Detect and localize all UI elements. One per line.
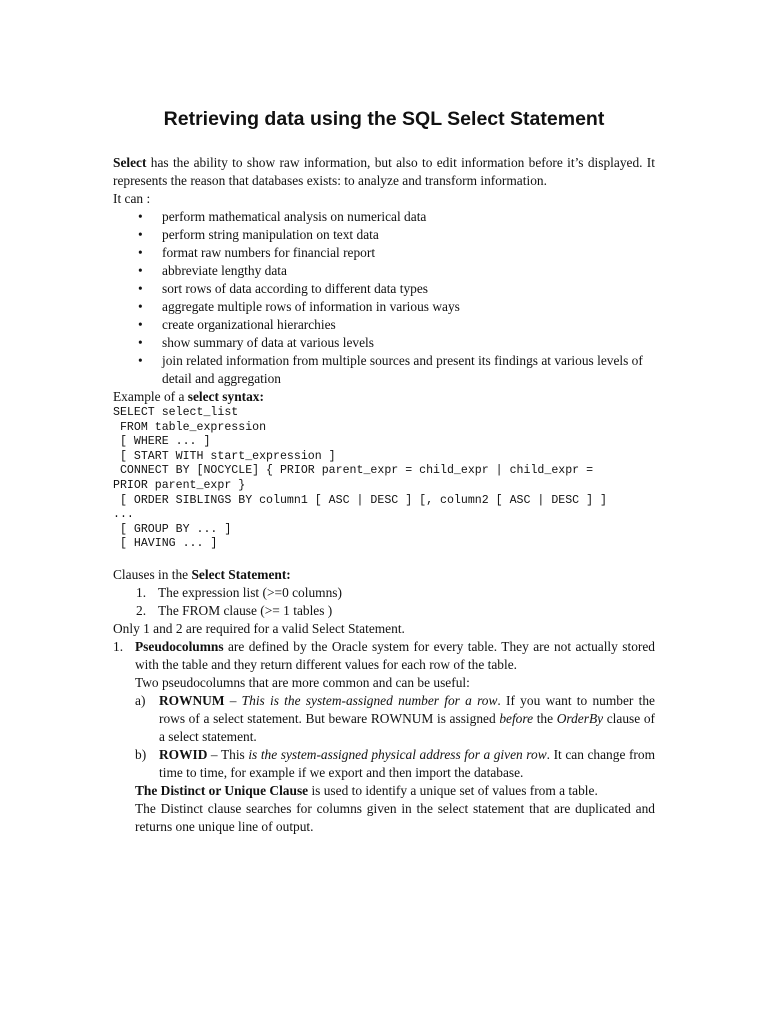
distinct-paragraph (135, 782, 655, 800)
distinct-text: is used to identify a unique set of values from a table. (308, 782, 598, 798)
rownum-dash: – (224, 692, 242, 708)
pseudocolumns-section (113, 638, 655, 836)
list-item: • join related information from multiple sources and present its findings at various levels of detail and aggregation (161, 352, 655, 388)
rownum-before: before (499, 710, 534, 726)
list-item: • sort rows of data according to different data types (161, 280, 655, 298)
intro-text: has the ability to show raw information, but also to edit information before it’s displayed. It represents the reason that databases exists: to analyze and transform information. (113, 155, 655, 188)
clauses-heading (113, 566, 655, 584)
list-letter: a) (135, 692, 146, 708)
syntax-code-block: SELECT select_list FROM table_expression [ WHERE ... ] [ START WITH start_expression ] CONNECT BY [NOCYCLE] { PRIOR parent_expr = child_expr | child_expr = PRIOR parent_expr } [ ORDER SIBLINGS BY column1 [ ASC | DESC ] [, column2 [ ASC | DESC ] ] ... [ GROUP BY ... ] [ HAVING ... ] (113, 406, 607, 551)
list-item: • abbreviate lengthy data (161, 262, 655, 280)
capabilities-list (113, 208, 655, 388)
list-letter: b) (135, 746, 147, 762)
rownum-bold: ROWNUM (159, 692, 225, 708)
list-item: • perform string manipulation on text data (161, 226, 655, 244)
rowid-italic: is the system-assigned physical address for a given row (248, 746, 547, 762)
list-item: • create organizational hierarchies (161, 316, 655, 334)
rownum-text: . If you want to number the rows of a select statement. But beware ROWNUM is assigned (159, 692, 655, 726)
rownum-item (135, 692, 655, 746)
rowid-text: . It can change from time to time, for example if we export and then import the database. (159, 746, 655, 780)
distinct-more-paragraph: The Distinct clause searches for columns given in the select statement that are duplicated and returns one unique line of output. (135, 800, 655, 834)
clauses-bold: Select Statement: (191, 566, 291, 582)
required-note: Only 1 and 2 are required for a valid Select Statement. (113, 620, 405, 636)
rownum-tail: clause of a select statement. (159, 710, 655, 744)
rownum-italic: This is the system-assigned number for a row (241, 692, 498, 708)
it-can-label: It can : (113, 191, 151, 206)
rownum-the: the (533, 710, 557, 726)
list-text: The FROM clause (>= 1 tables ) (158, 602, 333, 618)
rownum-paragraph (159, 692, 655, 746)
rowid-item (135, 746, 655, 782)
two-pseudocolumns-text: Two pseudocolumns that are more common and can be useful: (135, 674, 470, 690)
list-number: 2. (136, 602, 147, 618)
list-item (113, 584, 655, 602)
example-prefix: Example of a (113, 389, 188, 404)
rownum-orderby: OrderBy (556, 710, 604, 726)
intro-paragraph (113, 154, 655, 190)
pseudocolumns-bold: Pseudocolumns (135, 638, 224, 654)
pseudocolumns-paragraph (135, 638, 655, 674)
example-bold: select syntax: (187, 389, 264, 404)
list-text: The expression list (>=0 columns) (158, 584, 342, 600)
pseudocolumns-text: are defined by the Oracle system for every table. They are not actually stored with the table and they return different values for each row of the table. (135, 638, 655, 672)
select-keyword: Select (113, 155, 147, 170)
rowid-bold: ROWID (159, 746, 208, 762)
list-item: • aggregate multiple rows of information in various ways (161, 298, 655, 316)
example-heading (113, 388, 655, 406)
rowid-paragraph (159, 746, 655, 782)
distinct-bold: The Distinct or Unique Clause (135, 782, 309, 798)
rowid-dash: – This (207, 746, 249, 762)
document-body (113, 154, 655, 836)
list-item: • show summary of data at various levels (161, 334, 655, 352)
list-item (113, 602, 655, 620)
list-item: • format raw numbers for financial report (161, 244, 655, 262)
list-number: 1. (113, 638, 124, 654)
clauses-prefix: Clauses in the (113, 566, 192, 582)
page-title: Retrieving data using the SQL Select Statement (163, 108, 605, 130)
list-number: 1. (136, 584, 147, 600)
list-item: • perform mathematical analysis on numerical data (161, 208, 655, 226)
clauses-list (113, 584, 655, 620)
